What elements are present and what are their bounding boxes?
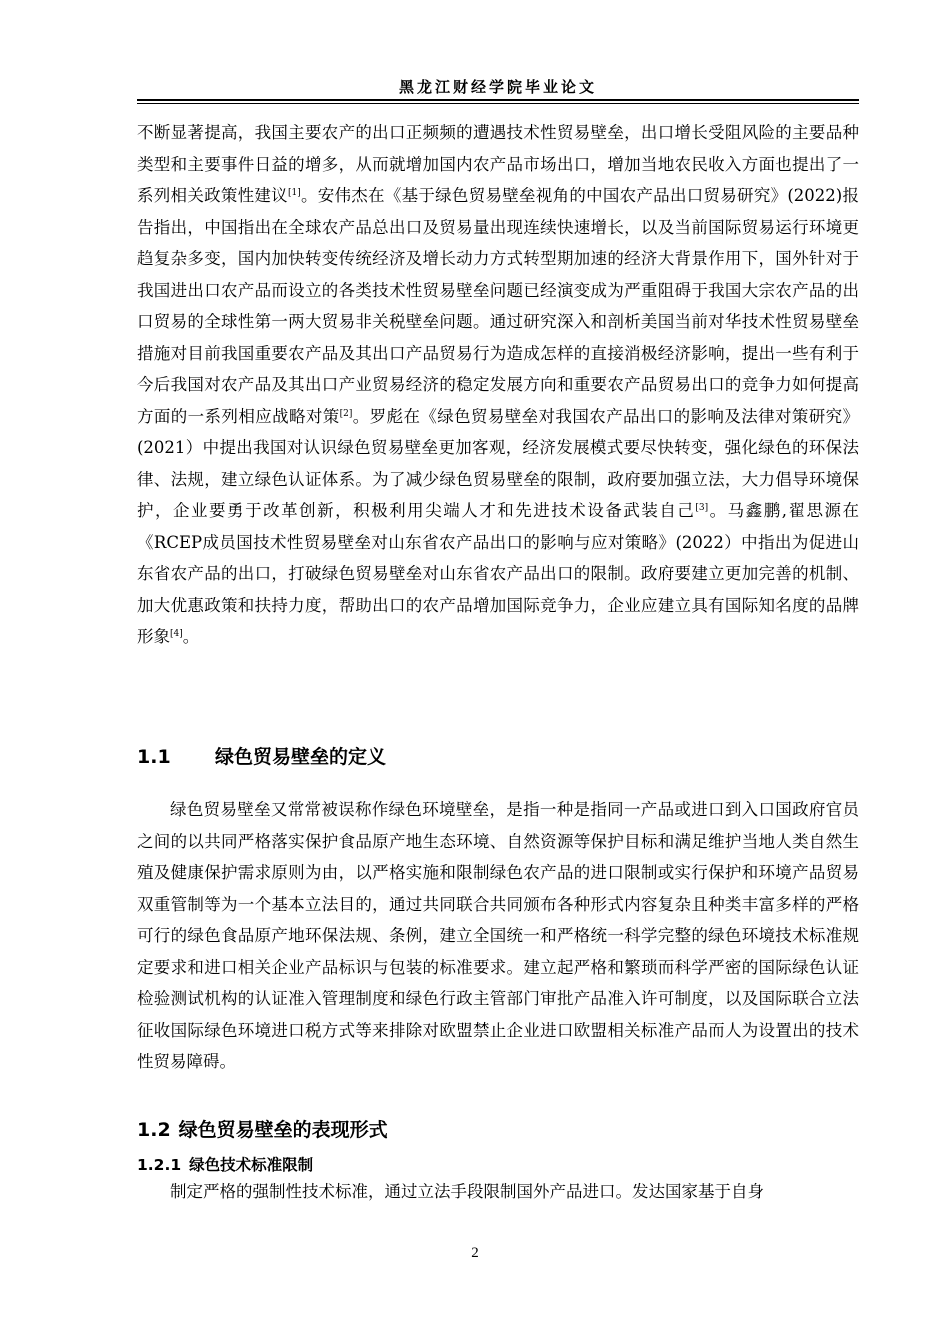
running-header: 黑龙江财经学院毕业论文 (398, 78, 597, 96)
citation-ref: [2] (339, 408, 353, 419)
subsection-title: 绿色技术标准限制 (189, 1156, 314, 1174)
header-rule-thin (137, 103, 859, 104)
section-title: 绿色贸易壁垒的表现形式 (178, 1119, 388, 1141)
citation-ref: [3] (695, 503, 709, 513)
subsection-number: 1.2.1 (137, 1156, 182, 1174)
paragraph-text: 不断显著提高，我国主要农产的出口正频频的遭遇技术性贸易壁垒，出口增长受阻风险的主要品种类型和主要事件日益的增多，从而就增加国内农产品市场出口，增加当地农民收入方面也提出了一系列相关政策性建议 (137, 123, 859, 205)
paragraph-text: 。罗彪在《绿色贸易壁垒对我国农产品出口的影响及法律对策研究》(2021）中提出我国对认识绿色贸易壁垒更加客观，经济发展模式要尽快转变，强化绿色的环保法律、法规，建立绿色认证体系。为了减少绿色贸易壁垒的限制，政府要加强立法，大力倡导环境保护，企业要勇于改革创新，积极利用尖端人才和先进技术设备武装自己 (137, 406, 860, 520)
header-rule-thick (137, 99, 859, 101)
section-number: 1.1 (137, 746, 171, 768)
section-title: 绿色贸易壁垒的定义 (215, 746, 387, 768)
section-heading-1-2 (137, 1117, 388, 1143)
page-number: 2 (471, 1245, 479, 1261)
paragraph-standards: 制定严格的强制性技术标准，通过立法手段限制国外产品进口。发达国家基于自身 (170, 1182, 764, 1201)
paragraph-definition: 绿色贸易壁垒又常常被误称作绿色环境壁垒，是指一种是指同一产品或进口到入口国政府官员之间的以共同严格落实保护食品原产地生态环境、自然资源等保护目标和满足维护当地人类自然生殖及健康保护需求原则为由，以严格实施和限制绿色农产品的进口限制或实行保护和环境产品贸易双重管制等为一个基本立法目的，通过共同联合共同颁布各种形式内容复杂且种类丰富多样的严格可行的绿色食品原产地环保法规、条例，建立全国统一和严格统一科学完整的绿色环境技术标准规定要求和进口相关企业产品标识与包装的标准要求。建立起严格和繁琐而科学严密的国际绿色认证检验测试机构的认证准入管理制度和绿色行政主管部门审批产品准入许可制度，以及国际联合立法征收国际绿色环境进口税方式等来排除对欧盟禁止企业进口欧盟相关标准产品而人为设置出的技术性贸易障碍。 (137, 800, 859, 1071)
citation-ref: [4] (170, 629, 183, 639)
paragraph-text: 。 (182, 627, 200, 646)
section-number: 1.2 (137, 1119, 171, 1141)
paragraph-literature-review (137, 117, 859, 653)
paragraph-text: 。安伟杰在《基于绿色贸易壁垒视角的中国农产品出口贸易研究》(2022)报告指出，中国指出在全球农产品总出口及贸易量出现连续快速增长，以及当前国际贸易运行环境更趋复杂多变，国内加快转变传统经济及增长动力方式转型期加速的经济大背景作用下，国外针对于我国进出口农产品而设立的各类技术性贸易壁垒问题已经演变成为严重阻碍于我国大宗农产品的出口贸易的全球性第一两大贸易非关税壁垒问题。通过研究深入和剖析美国当前对华技术性贸易壁垒措施对目前我国重要农产品及其出口产品贸易行为造成怎样的直接消极经济影响，提出一些有利于今后我国对农产品及其出口产业贸易经济的稳定发展方向和重要农产品贸易出口的竞争力如何提高方面的一系列相应战略对策 (137, 186, 859, 426)
subsection-heading-1-2-1 (137, 1154, 313, 1176)
section-heading-1-1 (137, 744, 386, 770)
paragraph-text: 。马鑫鹏,翟思源在《RCEP成员国技术性贸易壁垒对山东省农产品出口的影响与应对策略》(2022）中指出为促进山东省农产品的出口，打破绿色贸易壁垒对山东省农产品出口的限制。政府要建立更加完善的机制、加大优惠政策和扶持力度，帮助出口的农产品增加国际竞争力，企业应建立具有国际知名度的品牌形象 (137, 501, 859, 646)
citation-ref: [1] (287, 188, 301, 198)
